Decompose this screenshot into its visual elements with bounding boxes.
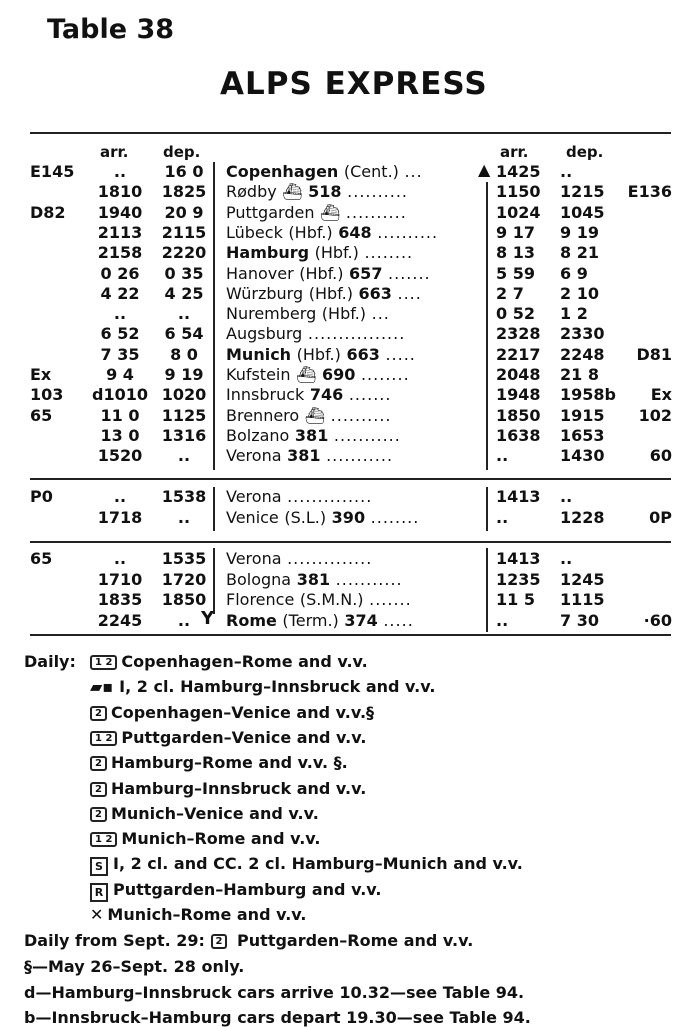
coach-icon: 1 2 [90,832,117,847]
station-cell [226,345,482,364]
departure-time: 2115 [161,222,207,242]
return-service-code: 0P [649,508,672,527]
return-arrival-time: 1850 [496,405,541,425]
return-departure-time: .. [560,162,573,181]
note-item [90,905,307,924]
return-departure-time: 1 2 [560,304,588,324]
leader-dots: .... [397,283,422,303]
departure-time: .. [177,508,191,527]
return-departure-time: 1115 [560,590,605,609]
coach-icon: 2 [90,782,107,797]
arrival-time: .. [113,487,127,506]
coach-icon: 1 2 [90,731,117,746]
station-suffix: ⛴ [320,202,341,222]
note-item [90,703,374,722]
leader-dots: .......... [345,202,407,222]
top-rule [30,132,671,134]
station-name: Rødby [226,182,277,202]
restaurant-icon: R [90,883,108,902]
service-code: 65 [30,549,53,568]
note-text: Puttgarden–Hamburg and v.v. [113,879,382,899]
return-service-code: ·60 [643,610,672,630]
station-suffix: ⛴ [282,182,303,202]
station-name: Puttgarden [226,202,315,222]
leader-dots: ... [404,162,423,181]
note-text: Puttgarden–Venice and v.v. [121,727,367,747]
station-name: Verona [226,487,282,506]
station-cell [226,487,482,506]
down-arrow-icon: Y [201,608,215,629]
note-item [90,880,381,902]
station-name: Bolzano [226,425,290,445]
timetable-row [0,611,698,631]
arrival-time: 7 35 [100,344,140,364]
leader-dots: .......... [330,405,392,425]
table-number: Table 38 [47,14,175,45]
departure-time: 6 54 [164,324,204,344]
coach-icon: 2 [90,756,107,771]
departure-time: 1125 [161,405,207,425]
station-suffix: (S.M.N.) [299,590,364,609]
return-arrival-time: .. [496,508,509,527]
up-arrow-icon: ▲ [478,160,491,179]
col-header-arr: arr. [100,143,129,161]
leader-dots: .......... [347,182,408,202]
leader-dots: ........ [364,243,414,263]
leader-dots: ................ [307,324,406,344]
note-item [90,804,319,823]
station-cell [226,446,482,465]
return-departure-time: 1430 [560,446,605,466]
return-departure-time: 21 8 [560,365,599,384]
station-name: Copenhagen [226,162,339,181]
table-reference: 518 [308,182,342,202]
return-departure-time: 2330 [560,324,605,344]
timetable-row [0,182,698,202]
station-suffix: (Term.) [282,610,339,630]
station-name: Rome [226,610,277,630]
left-divider-3 [213,548,215,614]
station-cell [226,549,482,568]
station-name: Bologna [226,569,292,589]
arrival-time: .. [113,304,127,324]
station-name: Venice [226,508,279,527]
departure-time: 1850 [161,590,207,609]
station-suffix: (Hbf.) [314,243,359,263]
arrival-time: 9 4 [106,365,134,384]
station-name: Innsbruck [226,385,305,405]
timetable-row [0,223,698,243]
note-text: Hamburg–Rome and v.v. §. [110,753,348,773]
station-cell [226,508,482,527]
departure-time: 2220 [161,243,207,263]
station-name: Hanover [226,263,294,283]
timetable-row [0,406,698,426]
return-arrival-time: .. [496,610,509,630]
return-arrival-time: 11 5 [496,590,535,609]
note-text: Hamburg–Innsbruck and v.v. [110,778,367,798]
departure-time: 1720 [161,569,207,589]
note-item [90,854,523,876]
return-arrival-time: 2 7 [496,283,524,303]
arrival-time: 1718 [97,508,143,527]
departure-time: 4 25 [164,283,204,303]
leader-dots: .............. [287,549,373,568]
leader-dots: ....... [388,263,431,283]
leader-dots: ........... [326,446,394,466]
station-suffix: (Hbf.) [299,263,344,283]
station-suffix: (Hbf.) [308,283,353,303]
return-service-code: E136 [627,182,672,202]
sleeper-service-icon: S [90,857,108,876]
leader-dots: ....... [369,590,412,609]
table-reference: 657 [349,263,383,283]
leader-dots: .............. [287,487,373,506]
station-cell [226,590,482,609]
return-departure-time: 1653 [560,425,605,445]
arrival-time: 11 0 [100,405,140,425]
service-code: 65 [30,405,53,425]
footnote-d: d—Hamburg–Innsbruck cars arrive 10.32—see Table 94. [24,983,525,1002]
table-reference: 381 [294,425,329,445]
coach-icon: 2 [90,807,107,822]
timetable-row [0,385,698,405]
leader-dots: ....... [348,385,392,405]
station-suffix: (Hbf.) [288,222,333,242]
return-arrival-time: 1413 [496,549,541,568]
from-sept-note [24,931,473,950]
station-cell [226,264,482,283]
return-departure-time: 1958b [560,385,616,405]
col-header-dep-return: dep. [566,143,604,161]
station-suffix: (Hbf.) [296,344,341,364]
sleeper-icon: ▰▪ [90,677,114,697]
arrival-time: 1520 [97,446,143,466]
leader-dots: ........ [370,508,420,527]
return-arrival-time: .. [496,446,509,466]
timetable-row [0,264,698,284]
service-code: P0 [30,487,53,506]
return-departure-time: 1045 [560,202,605,222]
arrival-time: 1835 [97,590,143,609]
return-arrival-time: 2217 [496,344,541,364]
table-reference: 374 [344,610,378,630]
coach-icon: 1 2 [90,655,117,670]
return-service-code: D81 [636,344,672,364]
timetable-row [0,570,698,590]
station-name: Lübeck [226,222,283,242]
note-item [90,779,366,798]
leader-dots: ........... [335,569,403,589]
section-rule-1 [30,478,671,480]
arrival-time: 1940 [97,202,143,222]
arrival-time: 4 22 [100,283,140,303]
return-departure-time: 1245 [560,569,605,589]
table-reference: 663 [358,283,392,303]
note-text: I, 2 cl. Hamburg–Innsbruck and v.v. [119,677,436,697]
note-item [90,652,368,671]
arrival-time: d1010 [92,385,148,405]
table-reference: 746 [309,385,344,405]
station-name: Würzburg [226,283,304,303]
departure-time: 1535 [161,549,207,568]
return-arrival-time: 1638 [496,425,541,445]
station-cell [226,182,482,201]
departure-time: .. [177,446,191,466]
coach-icon: 2 [211,934,228,949]
timetable-row [0,487,698,507]
return-departure-time: .. [560,549,573,568]
return-arrival-time: 1948 [496,385,541,405]
timetable-row [0,203,698,223]
leader-dots: ... [371,304,390,324]
return-arrival-time: 5 59 [496,263,535,283]
table-reference: 648 [338,222,372,242]
return-departure-time: .. [560,487,573,506]
timetable-row [0,345,698,365]
dining-icon: ✕ [90,905,104,924]
return-departure-time: 9 19 [560,222,599,242]
table-reference: 663 [346,344,380,364]
table-reference: 381 [296,569,331,589]
station-cell [226,365,482,384]
note-item [90,677,435,696]
leader-dots: ..... [383,610,414,630]
leader-dots: ..... [385,344,416,364]
departure-time: .. [177,304,191,324]
note-text: Munich–Rome and v.v. [107,905,307,924]
arrival-time: 2158 [97,243,143,263]
departure-time: 0 35 [164,263,204,283]
service-code: 103 [30,385,64,405]
station-cell [226,284,482,303]
return-arrival-time: 9 17 [496,222,535,242]
station-name: Nuremberg [226,304,317,324]
timetable-row [0,243,698,263]
station-cell [226,304,482,323]
departure-time: 1825 [161,182,207,202]
timetable-row [0,426,698,446]
departure-time: 1538 [161,487,207,506]
note-text: I, 2 cl. and CC. 2 cl. Hamburg–Munich and v.v. [113,854,523,874]
note-item [90,728,366,747]
daily-label: Daily: [24,652,76,671]
section-rule-2 [30,541,671,543]
departure-time: 16 0 [164,162,204,181]
bottom-rule [30,634,671,636]
return-departure-time: 1915 [560,405,605,425]
arrival-time: .. [113,549,127,568]
right-divider-2 [486,487,488,531]
table-reference: 390 [331,508,366,527]
leader-dots: ........... [333,425,401,445]
station-name: Brennero [226,405,300,425]
leader-dots: ........ [360,365,410,384]
timetable-row [0,284,698,304]
station-cell [226,162,482,181]
footnote-section: §—May 26–Sept. 28 only. [24,957,245,976]
return-arrival-time: 2328 [496,324,541,344]
timetable-row [0,304,698,324]
departure-time: 20 9 [164,202,204,222]
leader-dots: .......... [377,222,439,242]
return-departure-time: 2 10 [560,283,599,303]
arrival-time: 1710 [97,569,143,589]
station-cell [226,203,482,222]
station-cell [226,243,482,262]
return-arrival-time: 1235 [496,569,541,589]
service-code: E145 [30,162,75,181]
coach-icon: 2 [90,706,107,721]
return-arrival-time: 1150 [496,182,541,202]
station-name: Verona [226,446,282,466]
station-cell [226,611,482,630]
note-text: Copenhagen–Venice and v.v.§ [110,702,375,722]
from-sept-text: Puttgarden–Rome and v.v. [237,931,474,950]
departure-time: 8 0 [170,344,198,364]
note-item [90,753,348,772]
timetable-row [0,162,698,182]
return-departure-time: 2248 [560,344,605,364]
note-item [90,829,321,848]
note-text: Munich–Rome and v.v. [121,829,321,849]
station-cell [226,426,482,445]
station-name: Hamburg [226,243,310,263]
station-cell [226,324,482,343]
timetable-row [0,446,698,466]
return-service-code: 102 [638,405,672,425]
return-arrival-time: 2048 [496,365,541,384]
col-header-dep: dep. [163,143,201,161]
note-text: Copenhagen–Rome and v.v. [121,652,368,671]
return-arrival-time: 1425 [496,162,541,181]
table-reference: 381 [287,446,321,466]
departure-time: 1020 [161,385,207,405]
timetable-row [0,590,698,610]
timetable-row [0,365,698,385]
left-divider [213,162,215,470]
station-suffix: (Cent.) [343,162,399,181]
return-service-code: 60 [649,446,672,466]
from-sept-label: Daily from Sept. 29: [24,931,205,950]
station-name: Augsburg [226,324,303,344]
left-divider-2 [213,487,215,531]
arrival-time: 2113 [97,222,143,242]
timetable-row [0,508,698,528]
note-text: Munich–Venice and v.v. [110,803,319,823]
return-arrival-time: 0 52 [496,304,535,324]
station-name: Verona [226,549,282,568]
table-reference: 690 [321,365,356,384]
page-title: ALPS EXPRESS [220,66,488,102]
col-header-arr-return: arr. [500,143,529,161]
station-suffix: ⛴ [304,405,326,425]
station-suffix: ⛴ [296,365,317,384]
arrival-time: 6 52 [100,324,140,344]
arrival-time: .. [113,162,127,181]
return-departure-time: 1215 [560,182,605,202]
return-departure-time: 7 30 [560,610,599,630]
station-suffix: (S.L.) [284,508,327,527]
return-departure-time: 6 9 [560,263,588,283]
right-divider [486,182,488,470]
arrival-time: 0 26 [100,263,140,283]
arrival-time: 13 0 [100,425,140,445]
return-arrival-time: 1024 [496,202,541,222]
arrival-time: 2245 [97,610,143,630]
station-suffix: (Hbf.) [321,304,367,324]
station-name: Munich [226,344,292,364]
timetable-row [0,324,698,344]
station-cell [226,406,482,425]
footnote-b: b—Innsbruck–Hamburg cars depart 19.30—see Table 94. [24,1008,531,1027]
station-cell [226,223,482,242]
station-name: Kufstein [226,365,291,384]
departure-time: 9 19 [164,365,204,384]
station-name: Florence [226,590,295,609]
return-arrival-time: 8 13 [496,243,535,263]
timetable-row [0,549,698,569]
departure-time: .. [177,610,191,630]
right-divider-3 [486,548,488,632]
arrival-time: 1810 [97,182,143,202]
return-arrival-time: 1413 [496,487,541,506]
station-cell [226,570,482,589]
departure-time: 1316 [161,425,207,445]
return-departure-time: 1228 [560,508,605,527]
station-cell [226,385,482,404]
return-service-code: Ex [650,385,672,405]
return-departure-time: 8 21 [560,243,599,263]
service-code: D82 [30,202,66,222]
service-code: Ex [30,365,52,384]
